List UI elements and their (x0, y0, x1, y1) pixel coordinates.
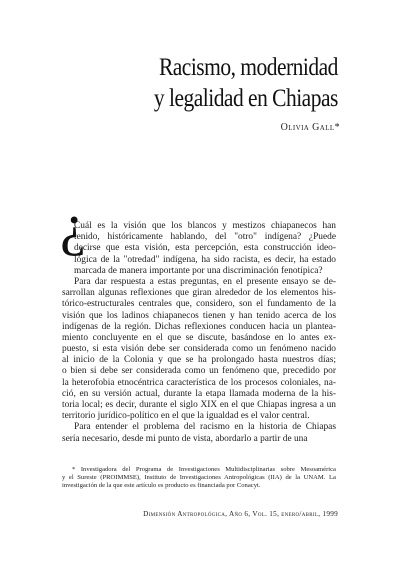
body-line: sería necesario, desde mi punto de vista, abordarlo a partir de una (62, 433, 308, 444)
body-line: miento concluyente en el que se discute, basándose en lo antes ex- (62, 332, 336, 343)
body-line: decirse que esta visión, esta percepción, esta construcción ideo- (74, 243, 336, 254)
body-line: Cuál es la visión que los blancos y mestizos chiapanecos han (74, 221, 336, 231)
article-title (154, 52, 338, 114)
body-line: marcada de manera importante por una discriminación fenotípica? (74, 265, 323, 276)
body-line: Para dar respuesta a estas preguntas, en el presente ensayo se de- (74, 276, 336, 287)
body-line: sarrollan algunas reflexiones que giran alrededor de los elementos his- (62, 288, 336, 299)
body-line: territorio jurídico-político en el que la igualdad es el valor central. (62, 411, 310, 422)
body-line: toria local; es decir, durante el siglo XIX en el que Chiapas ingresa a un (62, 400, 336, 410)
body-line: lógica de la "otredad" indígena, ha sido racista, es decir, ha estado (74, 254, 336, 265)
drop-cap: ¿ (60, 192, 86, 257)
journal-name: Dimensión Antropológica (143, 510, 226, 518)
footnote-line: investigación de la que este artículo es producto es financiada por Conacyt. (62, 482, 261, 490)
body-line: indígenas de la región. Dichas reflexiones conducen hacia un plantea- (62, 321, 336, 332)
body-line: ció, en su versión actual, durante la etapa llamada moderna de la his- (62, 388, 336, 399)
body-line: Para entender el problema del racismo en la historia de Chiapas (74, 422, 336, 433)
body-line: tórico-estructurales centrales que, considero, son el fundamento de la (62, 299, 336, 310)
running-footer (143, 510, 338, 518)
footnote (62, 466, 336, 491)
body-line: visión que los ladinos chiapanecos tienen y han tenido acerca de los (62, 310, 336, 321)
title-line-2: y legalidad en Chiapas (154, 85, 338, 112)
body-line: puesto, si esta visión debe ser considerada como un fenómeno nacido (62, 344, 336, 355)
footnote-line: y el Sureste (PROIMMSE), Instituto de Investigaciones Antropológicas (IIA) de la UNAM. La (62, 474, 336, 482)
body-line: o bien si debe ser considerada como un fenómeno que, precedido por (62, 366, 336, 377)
body-line: tenido, históricamente hablando, del "otro" indígena? ¿Puede (74, 232, 336, 243)
issue-info: , Año 6, Vol. 15, enero/abril, 1999 (225, 510, 338, 518)
footnote-line: * Investigadora del Programa de Investigaciones Multidisciplinarias sobre Mesoamérica (72, 466, 336, 473)
title-line-1: Racismo, modernidad (159, 54, 338, 81)
article-body (62, 221, 336, 445)
body-line: la heterofobia etnocéntrica característica de los procesos coloniales, na- (62, 377, 336, 388)
body-line: al inicio de la Colonia y que se ha prolongado hasta nuestros días; (62, 355, 336, 366)
author-name: Olivia Gall* (280, 122, 340, 133)
